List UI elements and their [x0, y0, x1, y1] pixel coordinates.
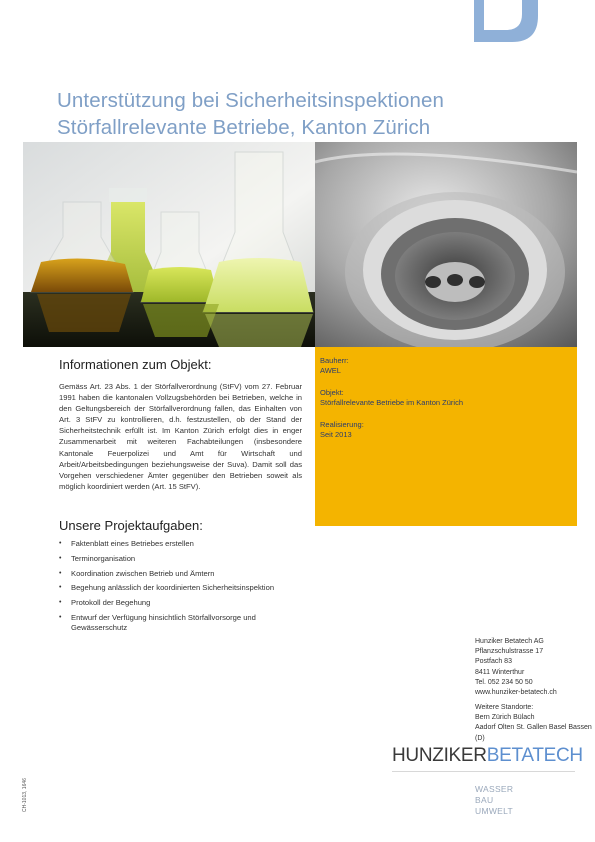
object-label: Objekt:	[320, 388, 344, 397]
realization-value: Seit 2013	[320, 430, 352, 439]
company-name: Hunziker Betatech AG	[475, 638, 544, 645]
task-text: Faktenblatt eines Betriebes erstellen	[71, 539, 194, 548]
company-address	[475, 637, 557, 698]
drain-photo	[315, 142, 577, 347]
street: Pflanzschulstrasse 17	[475, 648, 544, 656]
document-code: CH-1013, 1646	[22, 778, 28, 812]
tagline-3: UMWELT	[475, 806, 513, 816]
bullet-icon: •	[59, 584, 62, 592]
info-heading: Informationen zum Objekt:	[59, 357, 212, 372]
task-text: Entwurf der Verfügung hinsichtlich Störfallvorsorge und Gewässerschutz	[71, 612, 256, 632]
info-paragraph: Gemäss Art. 23 Abs. 1 der Störfallverordnung (StFV) vom 27. Februar 1991 haben die kantonalen Vollzugsbehörden bei Betrieben, welche in den Geltungsbereich der Störfallverordnung fallen, das Einhalten von Art. 3 StFV zu kontrollieren, d.h. festzustellen, ob der Stand der Sicherheitstechnik erfüllt ist. Im Kanton Zürich erfolgt dies in enger Zusammenarbeit mit weiteren Fachabteilungen (insbesondere Kantonale Feuerpolizei und Amt für Wirtschaft und Arbeit/Arbeitsbedingungen beziehungsweise der Suva). Damit soll das Vorgehen verschiedener Ämter gegenüber den Betrieben soweit als möglich koordiniert werden (Art. 15 StFV).	[59, 382, 302, 491]
list-item	[59, 583, 304, 593]
realization-label: Realisierung:	[320, 420, 364, 429]
list-item	[59, 569, 304, 579]
bullet-icon: •	[59, 613, 62, 621]
task-text: Protokoll der Begehung	[71, 598, 151, 608]
tagline-1: WASSER	[475, 784, 514, 794]
website-link[interactable]: www.hunziker-betatech.ch	[475, 689, 557, 697]
locations-line2: Aadorf Olten St. Gallen Basel Bassen (D)	[475, 724, 592, 742]
object-value: Störfallrelevante Betriebe im Kanton Zürich	[320, 398, 463, 407]
divider	[392, 771, 575, 772]
company-logo	[392, 745, 583, 767]
phone: Tel. 052 234 50 50	[475, 678, 533, 686]
brand-tagline	[475, 784, 513, 817]
tagline-2: BAU	[475, 795, 494, 805]
page-title-line2: Störfallrelevante Betriebe, Kanton Zürich	[57, 116, 431, 139]
client-value: AWEL	[320, 366, 341, 375]
bullet-icon: •	[59, 540, 62, 547]
project-info-box	[315, 347, 577, 526]
laboratory-flasks-photo	[23, 142, 315, 347]
locations-label: Weitere Standorte:	[475, 704, 534, 711]
task-text: Terminorganisation	[71, 553, 136, 563]
tasks-heading: Unsere Projektaufgaben:	[59, 518, 203, 533]
brand-part1: HUNZIKER	[392, 745, 487, 766]
bullet-icon: •	[59, 599, 62, 607]
locations-line1: Bern Zürich Bülach	[475, 714, 535, 722]
client-label: Bauherr:	[320, 356, 349, 365]
logo-mark-icon	[474, 0, 538, 42]
list-item	[59, 598, 304, 608]
city: 8411 Winterthur	[475, 668, 525, 676]
page-title-line1: Unterstützung bei Sicherheitsinspektionen	[57, 89, 444, 112]
list-item	[59, 554, 304, 564]
list-item	[59, 539, 304, 549]
bullet-icon: •	[59, 554, 62, 562]
bullet-icon: •	[59, 569, 62, 577]
task-list	[59, 539, 304, 638]
list-item	[59, 613, 304, 633]
task-text: Begehung anlässlich der koordinierten Sicherheitsinspektion	[71, 583, 275, 593]
task-text: Koordination zwischen Betrieb und Ämtern	[71, 568, 215, 578]
brand-part2: BETATECH	[486, 745, 583, 766]
other-locations	[475, 703, 595, 744]
postbox: Postfach 83	[475, 658, 512, 666]
